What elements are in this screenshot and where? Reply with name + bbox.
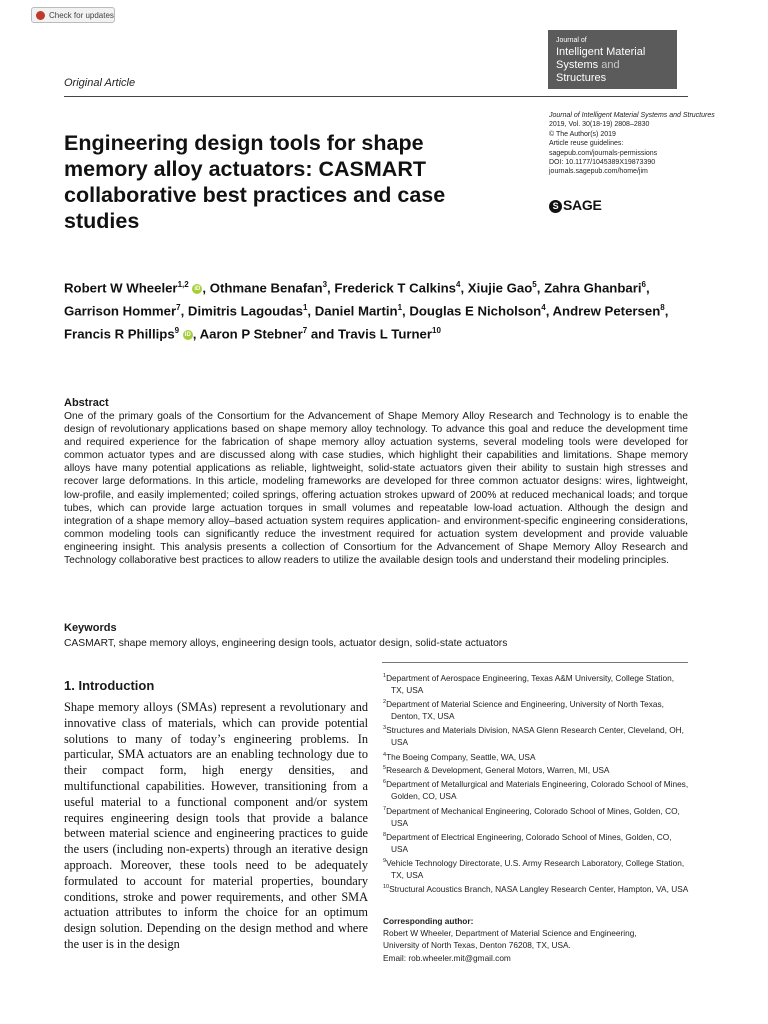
header-divider [64, 96, 688, 97]
author-affiliation-number: 1 [397, 302, 403, 312]
affiliation-number: 7 [383, 805, 387, 812]
affiliation-text: Department of Aerospace Engineering, Texas A&M University, College Station, TX, USA [386, 672, 674, 695]
author-name[interactable]: Robert W Wheeler [64, 280, 178, 296]
author-name[interactable]: Daniel Martin [314, 303, 398, 319]
author-separator: , [402, 303, 410, 319]
article-title: Engineering design tools for shape memory alloy actuators: CASMART collaborative best practices and case studies [64, 131, 446, 233]
author-affiliation-number: 7 [176, 302, 181, 312]
affiliation-number: 4 [383, 751, 387, 758]
journal-badge-line1: Journal of [556, 37, 587, 44]
article-metadata [549, 111, 749, 177]
author-affiliation-number: 1,2 [177, 280, 189, 289]
author-affiliation-number: 9 [174, 325, 180, 335]
affiliations-divider [382, 662, 688, 663]
corresponding-email[interactable]: Email: rob.wheeler.mit@gmail.com [383, 952, 511, 963]
sage-logo-icon: S [549, 200, 562, 213]
section-heading-introduction: 1. Introduction [64, 678, 155, 693]
affiliation-text: Department of Mechanical Engineering, Colorado School of Mines, Golden, CO, USA [386, 805, 680, 828]
author-name[interactable]: Francis R Phillips [64, 326, 175, 342]
author-name[interactable]: Douglas E Nicholson [409, 303, 542, 319]
corresponding-author [383, 915, 689, 964]
author-name[interactable]: Garrison Hommer [64, 303, 177, 319]
journal-badge-line3a: Systems [556, 59, 602, 71]
author-separator: , [545, 303, 553, 319]
author-separator: , [536, 280, 545, 296]
affiliation-text: Structures and Materials Division, NASA Glenn Research Center, Cleveland, OH, USA [386, 725, 684, 748]
keywords-text: CASMART, shape memory alloys, engineering design tools, actuator design, solid-state actuators [64, 638, 508, 649]
author-name[interactable]: Dimitris Lagoudas [187, 303, 303, 319]
author-affiliation-number: 7 [302, 325, 308, 335]
abstract-text: One of the primary goals of the Consortium for the Advancement of Shape Memory Alloy Research and Technology is to enable the design of revolutionary applications based on shape memory alloy technology. To advance this goal and reduce the development time and required experience for the fabrication of shape memory alloy actuation systems, several modeling tools were developed for common actuator types and are discussed along with case studies, which highlight their capabilities and limitations. Shape memory alloys have many potential applications as reliable, lightweight, solid-state actuators given their ability to sustain high stresses and recover large deformations. In this article, modeling frameworks are developed for three common actuator designs: wires, lightweight, low-profile, and easily implemented; coiled springs, offering actuation strokes upward of 200% at reduced mechanical loads; and torque tubes, which can provide large actuation torques in small volumes and repeatable low-load actuation. Although the design and integration of a shape memory alloy–based actuation system requires application- and environment-specific engineering considerations, common modeling tools can significantly reduce the investment required for actuation system development and provide valuable engineering insight. This analysis presents a collection of Consortium for the Advancement of Shape Memory Alloy Research and Technology collaborative best practices to allow readers to utilize the available design tools and understand their modeling principles. [64, 411, 688, 567]
affiliation-text: Department of Electrical Engineering, Colorado School of Mines, Golden, CO, USA [386, 831, 672, 854]
sage-logo [549, 197, 601, 213]
affiliation-item [383, 881, 689, 895]
affiliation-item [383, 776, 689, 802]
author-name[interactable]: Othmane Benafan [209, 280, 323, 296]
affiliation-item [383, 855, 689, 881]
check-updates-label: Check for updates [49, 11, 114, 20]
affiliation-number: 8 [383, 831, 387, 838]
affiliation-text: Department of Material Science and Engineering, University of North Texas, Denton, TX, USA [386, 698, 664, 722]
affiliation-number: 6 [383, 779, 387, 786]
author-separator: , [180, 303, 188, 319]
author-affiliation-number: 6 [641, 280, 646, 289]
author-name[interactable]: Frederick T Calkins [334, 280, 457, 296]
meta-copyright: © The Author(s) 2019 [549, 130, 616, 138]
corresponding-line1: Robert W Wheeler, Department of Material Science and Engineering, [383, 928, 637, 939]
author-name[interactable]: Aaron P Stebner [199, 326, 303, 342]
author-separator: , [664, 303, 669, 319]
author-name[interactable]: Zahra Ghanbari [544, 280, 642, 296]
meta-home-link[interactable]: journals.sagepub.com/home/jim [549, 168, 648, 176]
affiliation-text: Vehicle Technology Directorate, U.S. Army Research Laboratory, College Station, TX, USA [386, 857, 685, 880]
affiliation-item [383, 722, 689, 748]
meta-reuse-link[interactable]: sagepub.com/journals-permissions [549, 149, 658, 157]
author-affiliation-number: 1 [302, 302, 308, 312]
corresponding-heading: Corresponding author: [383, 916, 474, 926]
orcid-icon[interactable]: iD [194, 285, 201, 292]
check-updates-icon [36, 11, 45, 20]
affiliations-list [383, 670, 689, 895]
affiliation-text: Department of Metallurgical and Materials Engineering, Colorado School of Mines, Golden, CO, USA [386, 779, 689, 802]
author-separator: , [646, 280, 650, 296]
author-affiliation-number: 10 [432, 325, 441, 335]
journal-badge-line3c: Structures [556, 72, 607, 84]
check-for-updates-button[interactable] [31, 7, 115, 23]
affiliation-number: 10 [383, 884, 390, 891]
affiliation-item [383, 803, 689, 829]
meta-journal: Journal of Intelligent Material Systems and Structures [549, 112, 715, 119]
author-separator: , [202, 280, 210, 296]
affiliation-item [383, 696, 689, 722]
affiliation-text: Research & Development, General Motors, Warren, MI, USA [386, 765, 610, 776]
meta-doi[interactable]: DOI: 10.1177/1045389X19873390 [549, 159, 656, 167]
journal-badge-line3b: and [601, 59, 620, 71]
affiliation-number: 2 [383, 699, 387, 706]
author-affiliation-number: 4 [541, 302, 546, 312]
author-list [64, 275, 684, 344]
author-name[interactable]: Andrew Petersen [552, 303, 661, 319]
author-separator: , [327, 280, 335, 296]
author-separator: , [460, 280, 468, 296]
corresponding-line2: University of North Texas, Denton 76208, TX, USA. [383, 940, 571, 951]
abstract-heading: Abstract [64, 397, 109, 409]
affiliation-item [383, 670, 689, 696]
author-separator: , [307, 303, 315, 319]
author-separator: and [307, 326, 338, 342]
introduction-text: Shape memory alloys (SMAs) represent a revolutionary and innovative class of materials, which can provide potential solutions to many of today’s engineering problems. In particular, SMA actuators are an enabling technology due to their compact form, high energy densities, and multifunctional capabilities. However, transitioning from a useful material to a functional component and/or system requires engineering design tools that provide a balance between material science and engineering practices to guide the users (including non-experts) through an iterative design approach. Moreover, these tools need to be adequately formulated to account for material properties, boundary conditions, stroke and power requirements, and other SMA actuation attributes to inform the choice for an optimum design solution. Depending on the design method and where the user is in the design [64, 700, 368, 951]
author-affiliation-number: 4 [456, 280, 461, 289]
author-affiliation-number: 3 [322, 280, 328, 289]
journal-badge [548, 30, 677, 89]
sage-logo-text: SAGE [563, 197, 602, 213]
affiliation-text: Structural Acoustics Branch, NASA Langley Research Center, Hampton, VA, USA [389, 883, 689, 894]
author-affiliation-number: 8 [660, 302, 665, 312]
author-affiliation-number: 5 [532, 280, 537, 289]
journal-badge-line3 [556, 59, 669, 85]
author-name[interactable]: Xiujie Gao [467, 280, 533, 296]
affiliation-number: 5 [383, 765, 387, 772]
keywords-heading: Keywords [64, 622, 117, 634]
author-name[interactable]: Travis L Turner [337, 326, 433, 342]
meta-volume: 2019, Vol. 30(18-19) 2808–2830 [549, 121, 650, 129]
article-type: Original Article [64, 77, 136, 89]
journal-badge-line2: Intelligent Material [556, 46, 646, 58]
affiliation-item [383, 829, 689, 855]
meta-reuse: Article reuse guidelines: [549, 140, 624, 148]
affiliation-number: 9 [383, 857, 387, 864]
affiliation-item [383, 762, 689, 776]
affiliation-number: 3 [383, 725, 387, 732]
orcid-icon[interactable]: iD [184, 331, 191, 338]
affiliation-text: The Boeing Company, Seattle, WA, USA [386, 751, 536, 762]
affiliation-number: 1 [383, 673, 387, 679]
author-separator: , [192, 326, 200, 342]
affiliation-item [383, 749, 689, 763]
